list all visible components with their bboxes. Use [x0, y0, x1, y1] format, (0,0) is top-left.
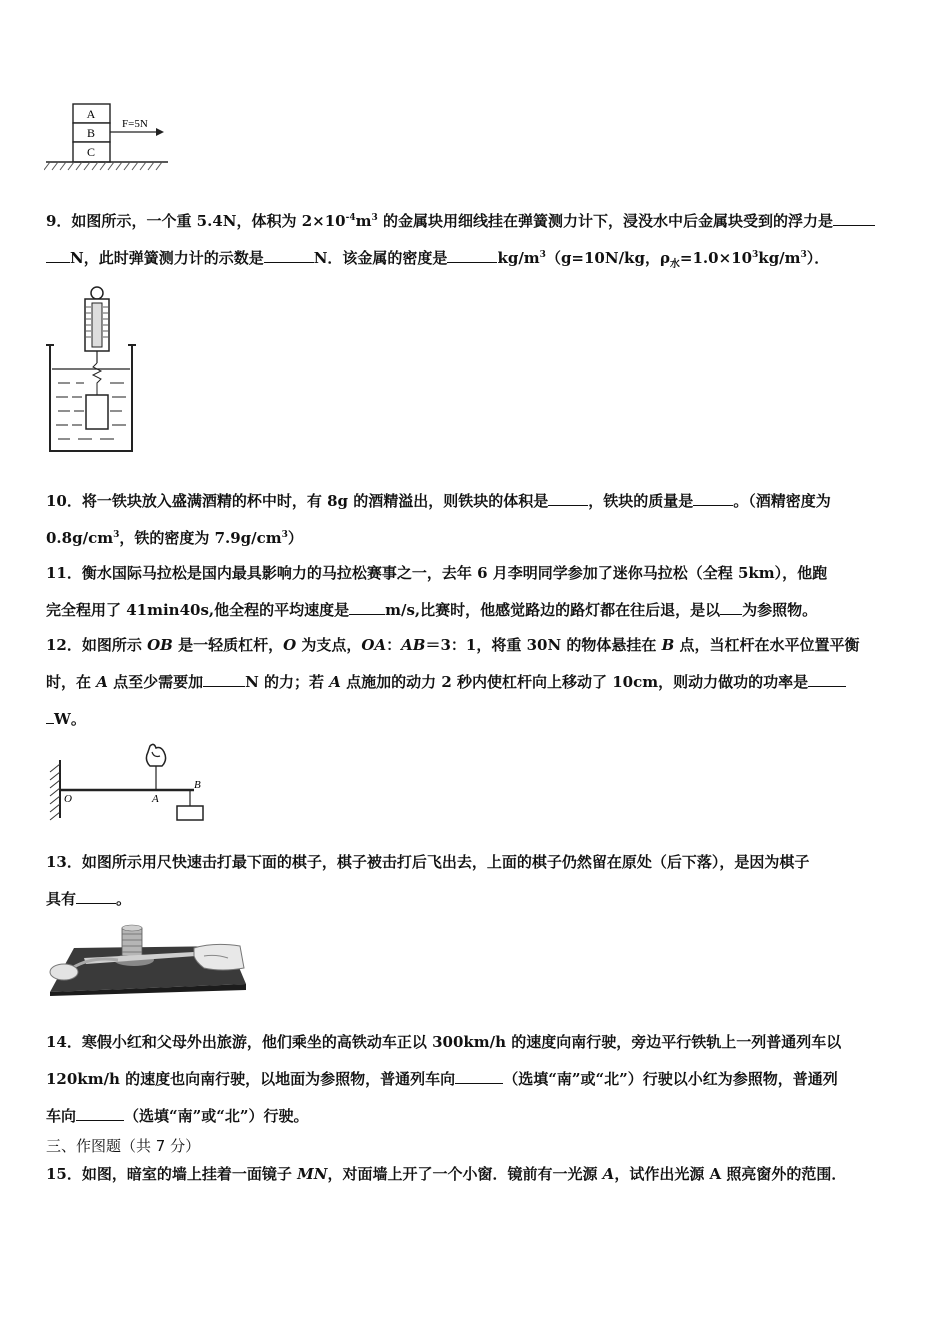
q9-text: ）． — [806, 249, 830, 267]
force-label: F=5N — [122, 118, 148, 130]
q12-var: A — [329, 673, 341, 691]
q12-text: 12．如图所示 — [46, 636, 148, 654]
q11-text: m/s,比赛时，他感觉路边的路灯都在往后退，是以 — [385, 601, 721, 619]
q12-var: OB — [147, 636, 173, 654]
question-12 — [46, 627, 908, 738]
q9-exponent: 3 — [539, 250, 546, 260]
q12-text: ： — [386, 636, 402, 654]
q14-text: （选填“南”或“北”）行驶以小红为参照物，普通列 — [503, 1070, 838, 1088]
question-13 — [46, 844, 908, 918]
answer-blank[interactable] — [46, 709, 54, 724]
answer-blank[interactable] — [76, 889, 116, 904]
q9-text: （g=10N/kg，ρ — [545, 249, 670, 267]
lever-label-o: O — [64, 793, 72, 805]
q12-text: 点至少需要加 — [107, 673, 204, 691]
q10-exponent: 3 — [113, 530, 120, 540]
chess-pieces-ruler-figure — [44, 920, 248, 996]
question-15 — [46, 1159, 908, 1189]
q13-text: 13．如图所示用尺快速击打最下面的棋子，棋子被击打后飞出去，上面的棋子仍然留在原处（后下落），是因为棋子 — [46, 853, 810, 871]
q12-var: A — [96, 673, 108, 691]
q11-text: 11．衡水国际马拉松是国内最具影响力的马拉松赛事之一，去年 6 月李明同学参加了迷你马拉松（全程 5km），他跑 — [46, 564, 828, 582]
q15-var: A — [602, 1165, 615, 1183]
lever-label-a: A — [152, 793, 159, 805]
q14-text: 120km/h 的速度也向南行驶，以地面为参照物，普通列车向 — [46, 1070, 456, 1088]
q9-subscript: 水 — [669, 259, 680, 270]
q10-text: 10．将一铁块放入盛满酒精的杯中时，有 8g 的酒精溢出，则铁块的体积是 — [46, 492, 549, 510]
answer-blank[interactable] — [833, 211, 875, 226]
q12-var: OA — [361, 636, 387, 654]
q9-text: 的金属块用细线挂在弹簧测力计下，浸没水中后金属块受到的浮力是 — [377, 212, 833, 230]
q13-text: 。 — [116, 890, 132, 908]
q12-text: W。 — [54, 710, 86, 728]
q10-text: ，铁的密度为 7.9g/cm — [119, 529, 282, 547]
q12-var: O — [283, 636, 297, 654]
q12-var: B — [661, 636, 675, 654]
q12-text: 时，在 — [46, 673, 97, 691]
q10-text: ，铁块的质量是 — [588, 492, 694, 510]
q9-unit: kg/m — [758, 249, 801, 267]
answer-blank[interactable] — [808, 672, 846, 687]
q9-exponent: 3 — [800, 250, 807, 260]
q9-text: 9．如图所示，一个重 5.4N，体积为 2×10 — [46, 212, 346, 230]
q15-text: ，对面墙上开了一个小窗．镜前有一光源 — [327, 1165, 603, 1183]
q9-text: N．该金属的密度是 — [313, 249, 448, 267]
answer-blank[interactable] — [203, 672, 245, 687]
q13-text: 具有 — [46, 890, 77, 908]
q14-text: 车向 — [46, 1107, 77, 1125]
answer-blank[interactable] — [349, 600, 385, 615]
q9-text: =1.0×10 — [679, 249, 753, 267]
answer-blank[interactable] — [455, 1069, 503, 1084]
lever-label-b: B — [194, 779, 201, 791]
answer-blank[interactable] — [76, 1106, 124, 1121]
answer-blank[interactable] — [264, 248, 314, 263]
stacked-blocks-figure — [44, 98, 174, 172]
answer-blank[interactable] — [693, 491, 733, 506]
q12-text: 为支点， — [296, 636, 362, 654]
q9-exponent: 3 — [371, 213, 378, 223]
q9-exponent: 3 — [752, 250, 759, 260]
q14-text: 14．寒假小红和父母外出旅游，他们乘坐的高铁动车正以 300km/h 的速度向南行驶，旁边平行铁轨上一列普通列车以 — [46, 1033, 842, 1051]
answer-blank[interactable] — [447, 248, 497, 263]
block-c-label: C — [86, 145, 96, 159]
lever-figure — [44, 738, 224, 826]
q9-exponent: -4 — [345, 213, 356, 223]
question-10 — [46, 483, 908, 557]
q15-text: ，试作出光源 A 照亮窗外的范围． — [614, 1165, 847, 1183]
q12-text: N 的力；若 — [245, 673, 330, 691]
q12-text: 点，当杠杆在水平位置平衡 — [674, 636, 860, 654]
answer-blank[interactable] — [720, 600, 742, 615]
block-b-label: B — [86, 126, 96, 140]
answer-blank[interactable] — [46, 248, 70, 263]
q12-var: AB — [401, 636, 426, 654]
q9-unit: kg/m — [497, 249, 540, 267]
q15-text: 15．如图，暗室的墙上挂着一面镜子 — [46, 1165, 298, 1183]
spring-scale-beaker-figure — [44, 285, 144, 455]
q9-unit: m — [355, 212, 372, 230]
question-11 — [46, 555, 908, 629]
q11-text: 为参照物。 — [742, 601, 818, 619]
q15-var: MN — [297, 1165, 328, 1183]
answer-blank[interactable] — [548, 491, 588, 506]
q10-exponent: 3 — [281, 530, 288, 540]
q12-text: ＝3：1，将重 30N 的物体悬挂在 — [425, 636, 662, 654]
section-title: 三、作图题（共 7 分） — [46, 1137, 201, 1155]
block-a-label: A — [86, 107, 96, 121]
q12-text: 点施加的动力 2 秒内使杠杆向上移动了 10cm，则动力做功的功率是 — [340, 673, 809, 691]
q10-text: 0.8g/cm — [46, 529, 114, 547]
question-9 — [46, 203, 908, 277]
q12-text: 是一轻质杠杆， — [172, 636, 284, 654]
q11-text: 完全程用了 41min40s,他全程的平均速度是 — [46, 601, 350, 619]
q10-text: 。（酒精密度为 — [733, 492, 831, 510]
q10-text: ） — [287, 529, 303, 547]
question-14 — [46, 1024, 908, 1135]
q14-text: （选填“南”或“北”）行驶。 — [124, 1107, 309, 1125]
q9-text: N，此时弹簧测力计的示数是 — [70, 249, 264, 267]
